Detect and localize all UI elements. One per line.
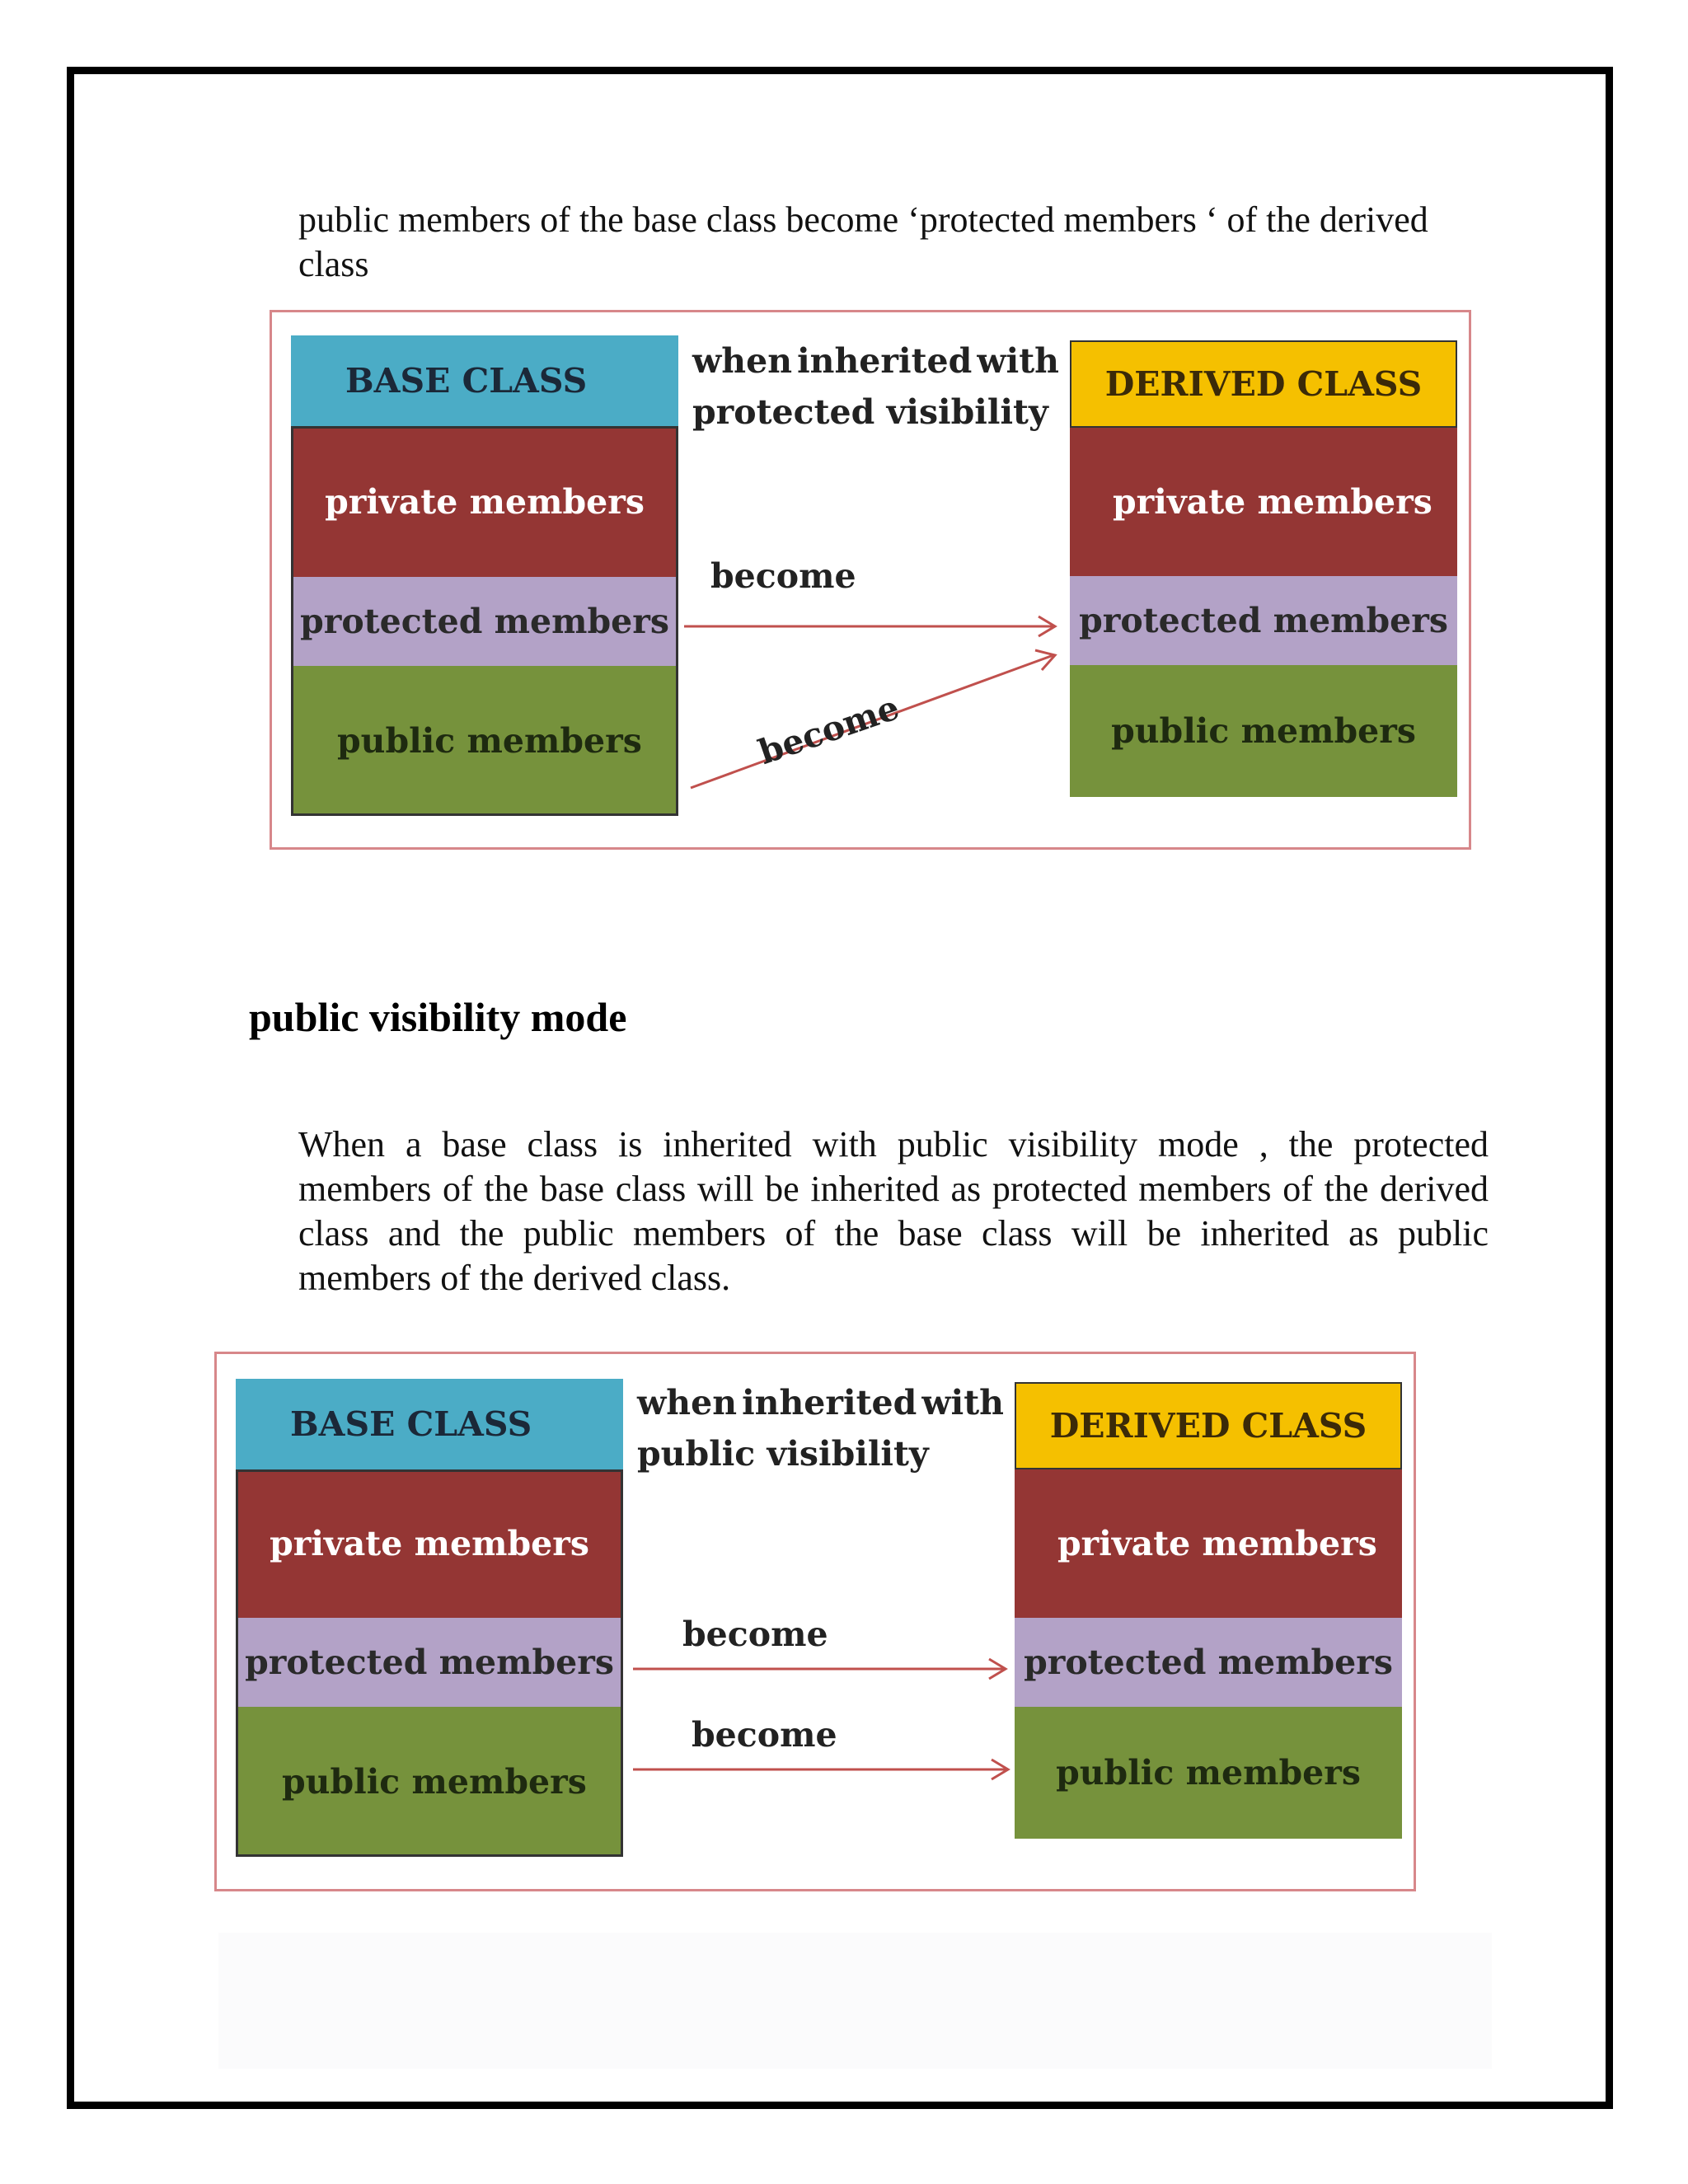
derived-class-header: DERIVED CLASS: [1070, 340, 1457, 428]
derived-protected-members: protected members: [1070, 576, 1457, 665]
derived-public-members: public members: [1015, 1707, 1402, 1839]
derived-class-header: DERIVED CLASS: [1015, 1382, 1402, 1469]
blank-image-area: [218, 1933, 1492, 2069]
base-class-header: BASE CLASS: [236, 1379, 623, 1469]
base-public-members: public members: [291, 666, 678, 816]
note-line-2: public visibility: [637, 1434, 929, 1474]
base-protected-members: protected members: [291, 577, 678, 666]
note-word: when: [692, 341, 792, 381]
derived-private-members: private members: [1070, 428, 1457, 576]
note-word: with: [977, 341, 1059, 381]
derived-private-members: private members: [1015, 1469, 1402, 1618]
base-public-members: public members: [236, 1707, 623, 1857]
arrow-label-become-1: become: [710, 556, 856, 596]
arrow-label-become-2: become: [692, 1715, 837, 1755]
section-heading: public visibility mode: [249, 994, 627, 1040]
protected-visibility-diagram: [270, 310, 1471, 850]
arrow-label-become-1: become: [682, 1615, 828, 1654]
arrow-label-become-2: become: [753, 687, 904, 772]
base-private-members: private members: [236, 1469, 623, 1618]
base-protected-members: protected members: [236, 1618, 623, 1707]
derived-protected-members: protected members: [1015, 1618, 1402, 1707]
note-word: with: [921, 1383, 1004, 1422]
intro-text: public members of the base class become ‘protected members ‘ of the derived class: [298, 199, 1428, 284]
base-class-header: BASE CLASS: [291, 335, 678, 426]
base-private-members: private members: [291, 426, 678, 577]
description-paragraph: When a base class is inherited with public visibility mode , the protected members of the base class will be inherited as protected members of the derived class and the public members of the base class will be inherited as public members of the derived class.: [298, 1124, 1489, 1298]
derived-public-members: public members: [1070, 665, 1457, 797]
note-word: inherited: [742, 1383, 917, 1422]
inheritance-arrows: [272, 312, 1474, 852]
public-visibility-diagram: [214, 1352, 1416, 1891]
note-line-2: protected visibility: [692, 392, 1048, 432]
note-word: when: [637, 1383, 737, 1422]
note-word: inherited: [797, 341, 973, 381]
